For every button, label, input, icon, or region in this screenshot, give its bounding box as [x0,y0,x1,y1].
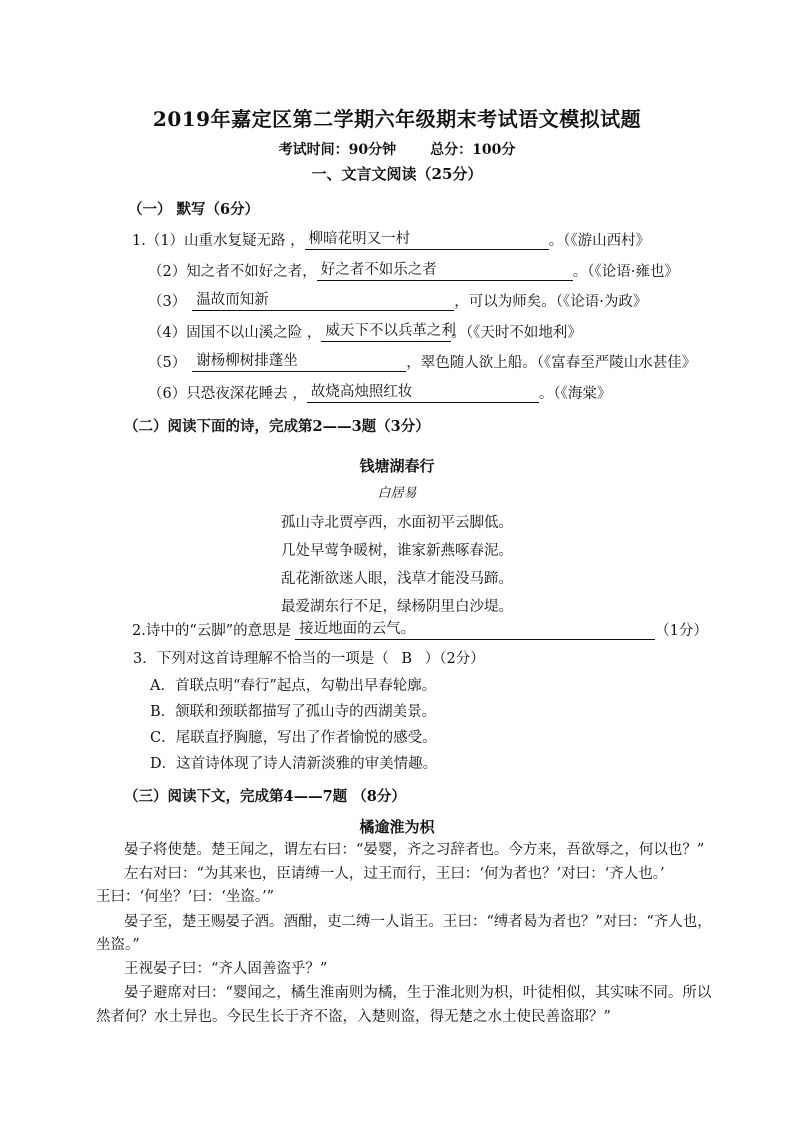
answer-blank: 故烧高烛照红妆 [307,383,539,403]
answer-choice: B [401,651,413,667]
question-text: （6）只恐夜深花睡去 ， [148,386,307,402]
question-score: （1分） [655,623,708,639]
poem-line: 几处早莺争暖树，谁家新燕啄春泥。 [281,543,513,559]
paragraph-line: 晏子至，楚王赐晏子酒。酒酣，吏二缚一人诣王。王曰：“缚者曷为者也？”对曰：“齐人也， [124,914,712,930]
exam-meta [0,139,794,159]
paragraph-line: 坐盗。” [96,937,140,953]
question-1-6 [148,382,611,403]
option-d: D．这首诗体现了诗人清新淡雅的审美情趣。 [150,756,438,772]
question-text: 3．下列对这首诗理解不恰当的一项是（ [133,651,389,667]
question-2 [132,619,708,640]
question-1-5 [148,351,696,372]
paragraph-line: 左右对曰：“为其来也，臣请缚一人，过王而行，王曰：‘何为者也？’对曰：‘齐人也。’ [124,866,665,882]
question-source: 。（《天时不如地利》 [451,325,582,341]
paragraph-line: 晏子避席对曰：“婴闻之，橘生淮南则为橘，生于淮北则为枳，叶徒相似，其实味不同。所以 [124,985,712,1001]
exam-total: 总分：100分 [430,142,516,158]
question-text: （4）固国不以山溪之险 ， [148,325,322,341]
part3-heading: （三）阅读下文，完成第4——7题 （8分） [124,788,406,805]
text-title: 橘逾淮为枳 [359,818,435,836]
poem-author: 白居易 [377,486,417,501]
section-heading: 一、文言文阅读（25分） [311,165,483,183]
option-a: A．首联点明“春行”起点，勾勒出早春轮廓。 [150,678,437,694]
part1-heading: （一） 默写（6分） [128,201,260,218]
question-source: 。（《论语·雍也》 [572,264,679,280]
poem-line: 孤山寺北贾亭西，水面初平云脚低。 [281,515,513,531]
question-source: ，可以为师矣。（《论语·为政》 [454,294,648,310]
question-1-2 [148,260,679,281]
question-source: ，翠色随人欲上船。（《富春至严陵山水甚佳》 [406,355,697,371]
part2-heading: （二）阅读下面的诗，完成第2——3题（3分） [124,418,430,435]
answer-blank: 温故而知新 [192,291,454,311]
question-text: 2.诗中的“云脚”的意思是 [132,623,292,639]
page-title: 2019年嘉定区第二学期六年级期末考试语文模拟试题 [152,107,642,131]
question-text: （2）知之者不如好之者， [148,264,317,280]
question-1-4 [148,321,582,342]
option-b: B．颔联和颈联都描写了孤山寺的西湖美景。 [150,704,437,720]
option-c: C．尾联直抒胸臆，写出了作者愉悦的感受。 [150,730,437,746]
question-text: （5） [148,355,187,371]
question-1-3 [148,290,647,311]
answer-blank: 柳暗花明又一村 [305,230,549,250]
paragraph-line: 然者何？水土异也。今民生长于齐不盗，入楚则盗，得无楚之水土使民善盗耶？” [96,1009,611,1025]
answer-blank: 谢杨柳树排蓬坐 [192,352,406,372]
question-score: ）（2分） [424,651,485,667]
answer-blank: 好之者不如乐之者 [317,261,573,281]
answer-blank: 接近地面的云气。 [295,620,655,640]
poem-line: 最爱湖东行不足，绿杨阴里白沙堤。 [281,599,513,615]
poem-title: 钱塘湖春行 [359,457,435,475]
question-text: 1.（1）山重水复疑无路 ， [132,233,305,249]
question-source: 。（《游山西村》 [548,233,651,249]
question-text: （3） [148,294,187,310]
paragraph-line: 晏子将使楚。楚王闻之，谓左右曰：“晏婴，齐之习辞者也。今方来，吾欲辱之，何以也？” [124,842,705,858]
question-source: 。（《海棠》 [538,386,612,402]
paragraph-line: 王曰：‘何坐？’曰：‘坐盗。’” [96,889,275,905]
question-1-1 [132,229,650,250]
exam-time: 考试时间：90分钟 [278,142,397,158]
poem-line: 乱花渐欲迷人眼，浅草才能没马蹄。 [281,571,513,587]
question-3 [133,647,485,668]
paragraph-line: 王视晏子曰：“齐人固善盗乎？” [124,961,328,977]
answer-blank: 威天下不以兵革之利 [321,322,451,342]
